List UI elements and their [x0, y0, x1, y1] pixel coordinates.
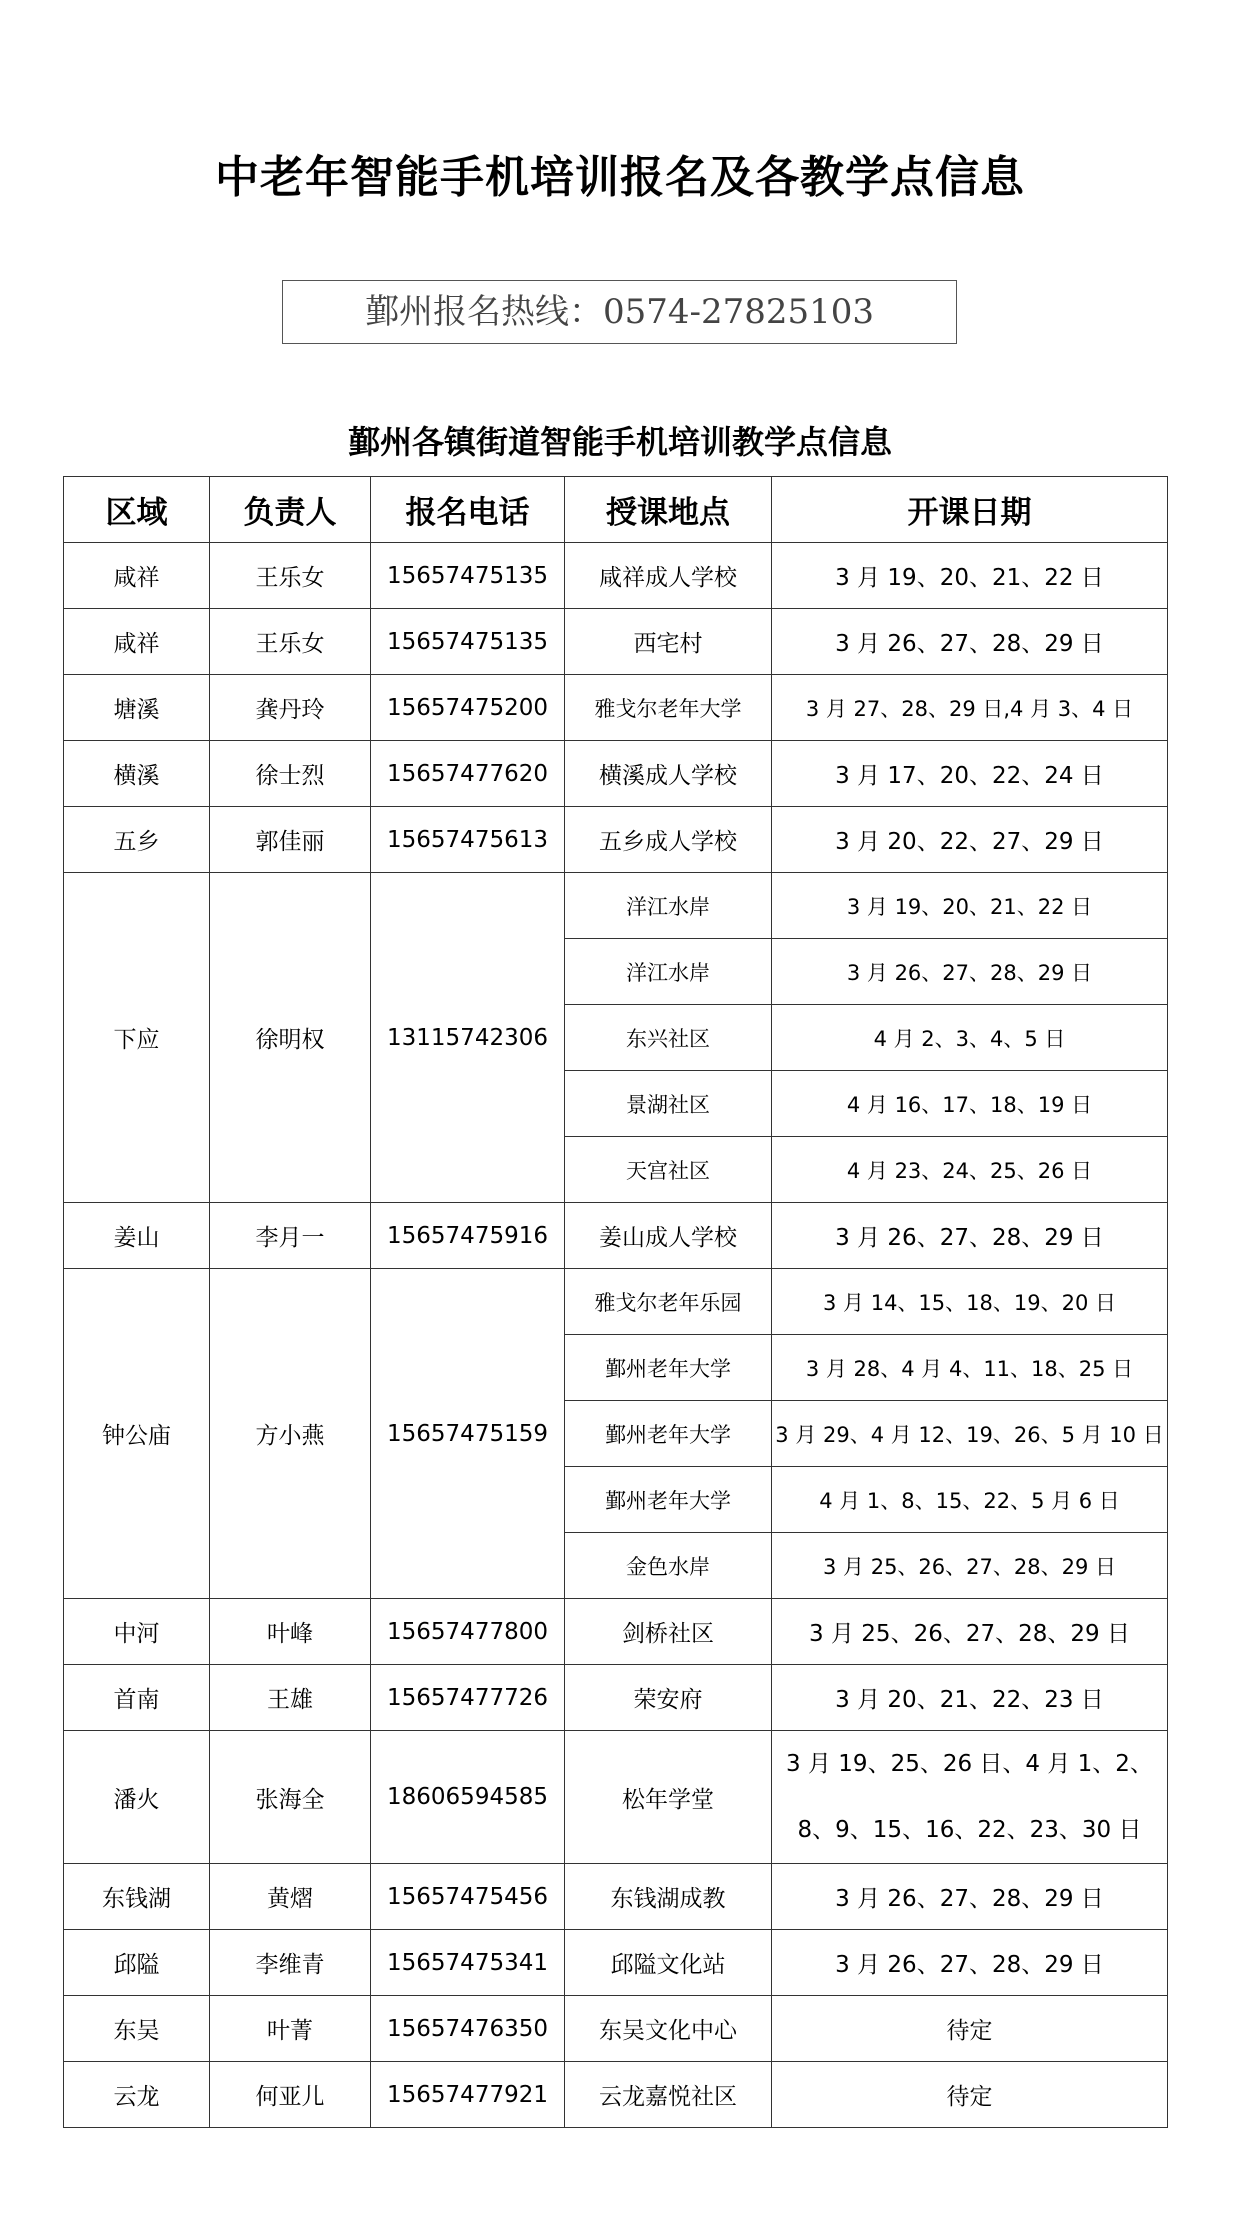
cell-region: 咸祥: [64, 543, 210, 609]
cell-location: 云龙嘉悦社区: [565, 2062, 772, 2128]
cell-person: 李维青: [210, 1930, 371, 1996]
cell-region: 横溪: [64, 741, 210, 807]
cell-location: 鄞州老年大学: [565, 1335, 772, 1401]
cell-dates: 3 月 14、15、18、19、20 日: [772, 1269, 1168, 1335]
cell-region: 塘溪: [64, 675, 210, 741]
table-row: [64, 1203, 1168, 1269]
cell-location: 松年学堂: [565, 1731, 772, 1864]
cell-dates: 3 月 19、20、21、22 日: [772, 873, 1168, 939]
page-title: 中老年智能手机培训报名及各教学点信息: [215, 152, 1025, 203]
cell-dates: 3 月 25、26、27、28、29 日: [772, 1533, 1168, 1599]
cell-region: 东吴: [64, 1996, 210, 2062]
cell-phone: 15657476350: [371, 1996, 565, 2062]
table-row: [64, 1731, 1168, 1864]
cell-location: 剑桥社区: [565, 1599, 772, 1665]
cell-location: 东兴社区: [565, 1005, 772, 1071]
cell-location: 五乡成人学校: [565, 807, 772, 873]
cell-person: 何亚儿: [210, 2062, 371, 2128]
cell-region: 潘火: [64, 1731, 210, 1864]
cell-person: 徐士烈: [210, 741, 371, 807]
table-title: 鄞州各镇街道智能手机培训教学点信息: [347, 423, 892, 461]
cell-location: 鄞州老年大学: [565, 1401, 772, 1467]
cell-person: 叶菁: [210, 1996, 371, 2062]
cell-region: 五乡: [64, 807, 210, 873]
cell-location: 荣安府: [565, 1665, 772, 1731]
cell-phone: 15657477921: [371, 2062, 565, 2128]
cell-location: 东钱湖成教: [565, 1864, 772, 1930]
cell-phone: 15657477726: [371, 1665, 565, 1731]
cell-location: 姜山成人学校: [565, 1203, 772, 1269]
cell-region: 首南: [64, 1665, 210, 1731]
table-row: [64, 1269, 1168, 1335]
cell-phone: 15657475159: [371, 1269, 565, 1599]
cell-location: 西宅村: [565, 609, 772, 675]
cell-dates: 待定: [772, 2062, 1168, 2128]
cell-phone: 15657477620: [371, 741, 565, 807]
cell-dates: 3 月 27、28、29 日,4 月 3、4 日: [772, 675, 1168, 741]
table-row: [64, 675, 1168, 741]
cell-location: 洋江水岸: [565, 939, 772, 1005]
cell-location: 天宫社区: [565, 1137, 772, 1203]
cell-person: 王雄: [210, 1665, 371, 1731]
table-row: [64, 543, 1168, 609]
table-row: [64, 2062, 1168, 2128]
cell-location: 雅戈尔老年乐园: [565, 1269, 772, 1335]
cell-dates: 待定: [772, 1996, 1168, 2062]
cell-phone: 15657475200: [371, 675, 565, 741]
cell-dates: 3 月 26、27、28、29 日: [772, 609, 1168, 675]
cell-dates: 3 月 20、21、22、23 日: [772, 1665, 1168, 1731]
cell-phone: 15657475135: [371, 609, 565, 675]
cell-dates: 3 月 19、25、26 日、4 月 1、2、8、9、15、16、22、23、30 日: [772, 1731, 1168, 1864]
table-row: [64, 1864, 1168, 1930]
cell-phone: 18606594585: [371, 1731, 565, 1864]
cell-location: 东吴文化中心: [565, 1996, 772, 2062]
cell-phone: 15657477800: [371, 1599, 565, 1665]
cell-location: 洋江水岸: [565, 873, 772, 939]
cell-dates: 3 月 20、22、27、29 日: [772, 807, 1168, 873]
table-row: [64, 1599, 1168, 1665]
cell-region: 邱隘: [64, 1930, 210, 1996]
header-phone: 报名电话: [371, 477, 565, 543]
cell-dates: 4 月 23、24、25、26 日: [772, 1137, 1168, 1203]
cell-dates: 3 月 26、27、28、29 日: [772, 939, 1168, 1005]
cell-dates: 4 月 2、3、4、5 日: [772, 1005, 1168, 1071]
schedule-table: [63, 476, 1168, 2128]
cell-dates: 3 月 29、4 月 12、19、26、5 月 10 日: [772, 1401, 1168, 1467]
cell-location: 金色水岸: [565, 1533, 772, 1599]
cell-person: 郭佳丽: [210, 807, 371, 873]
cell-person: 龚丹玲: [210, 675, 371, 741]
cell-dates: 3 月 25、26、27、28、29 日: [772, 1599, 1168, 1665]
cell-person: 张海全: [210, 1731, 371, 1864]
table-row: [64, 1930, 1168, 1996]
table-row: [64, 807, 1168, 873]
cell-location: 横溪成人学校: [565, 741, 772, 807]
cell-dates: 3 月 19、20、21、22 日: [772, 543, 1168, 609]
cell-region: 中河: [64, 1599, 210, 1665]
cell-phone: 15657475456: [371, 1864, 565, 1930]
cell-dates: 3 月 26、27、28、29 日: [772, 1203, 1168, 1269]
cell-phone: 15657475135: [371, 543, 565, 609]
header-dates: 开课日期: [772, 477, 1168, 543]
cell-region: 东钱湖: [64, 1864, 210, 1930]
cell-person: 王乐女: [210, 543, 371, 609]
cell-dates: 3 月 26、27、28、29 日: [772, 1930, 1168, 1996]
cell-person: 李月一: [210, 1203, 371, 1269]
header-region: 区域: [64, 477, 210, 543]
cell-location: 邱隘文化站: [565, 1930, 772, 1996]
cell-person: 黄熠: [210, 1864, 371, 1930]
table-row: [64, 873, 1168, 939]
cell-dates: 3 月 28、4 月 4、11、18、25 日: [772, 1335, 1168, 1401]
cell-region: 云龙: [64, 2062, 210, 2128]
cell-region: 姜山: [64, 1203, 210, 1269]
table-row: [64, 741, 1168, 807]
cell-person: 徐明权: [210, 873, 371, 1203]
hotline-box: 鄞州报名热线：0574-27825103: [282, 280, 957, 344]
cell-person: 叶峰: [210, 1599, 371, 1665]
cell-phone: 15657475916: [371, 1203, 565, 1269]
cell-location: 咸祥成人学校: [565, 543, 772, 609]
cell-location: 景湖社区: [565, 1071, 772, 1137]
cell-region: 咸祥: [64, 609, 210, 675]
cell-dates: 3 月 17、20、22、24 日: [772, 741, 1168, 807]
cell-person: 方小燕: [210, 1269, 371, 1599]
cell-person: 王乐女: [210, 609, 371, 675]
cell-phone: 15657475613: [371, 807, 565, 873]
cell-phone: 15657475341: [371, 1930, 565, 1996]
cell-location: 鄞州老年大学: [565, 1467, 772, 1533]
cell-dates: 4 月 16、17、18、19 日: [772, 1071, 1168, 1137]
table-row: [64, 609, 1168, 675]
header-location: 授课地点: [565, 477, 772, 543]
cell-region: 钟公庙: [64, 1269, 210, 1599]
header-person: 负责人: [210, 477, 371, 543]
table-row: [64, 1996, 1168, 2062]
cell-region: 下应: [64, 873, 210, 1203]
cell-dates: 4 月 1、8、15、22、5 月 6 日: [772, 1467, 1168, 1533]
cell-dates: 3 月 26、27、28、29 日: [772, 1864, 1168, 1930]
table-row: [64, 1665, 1168, 1731]
cell-location: 雅戈尔老年大学: [565, 675, 772, 741]
table-header-row: [64, 477, 1168, 543]
cell-phone: 13115742306: [371, 873, 565, 1203]
